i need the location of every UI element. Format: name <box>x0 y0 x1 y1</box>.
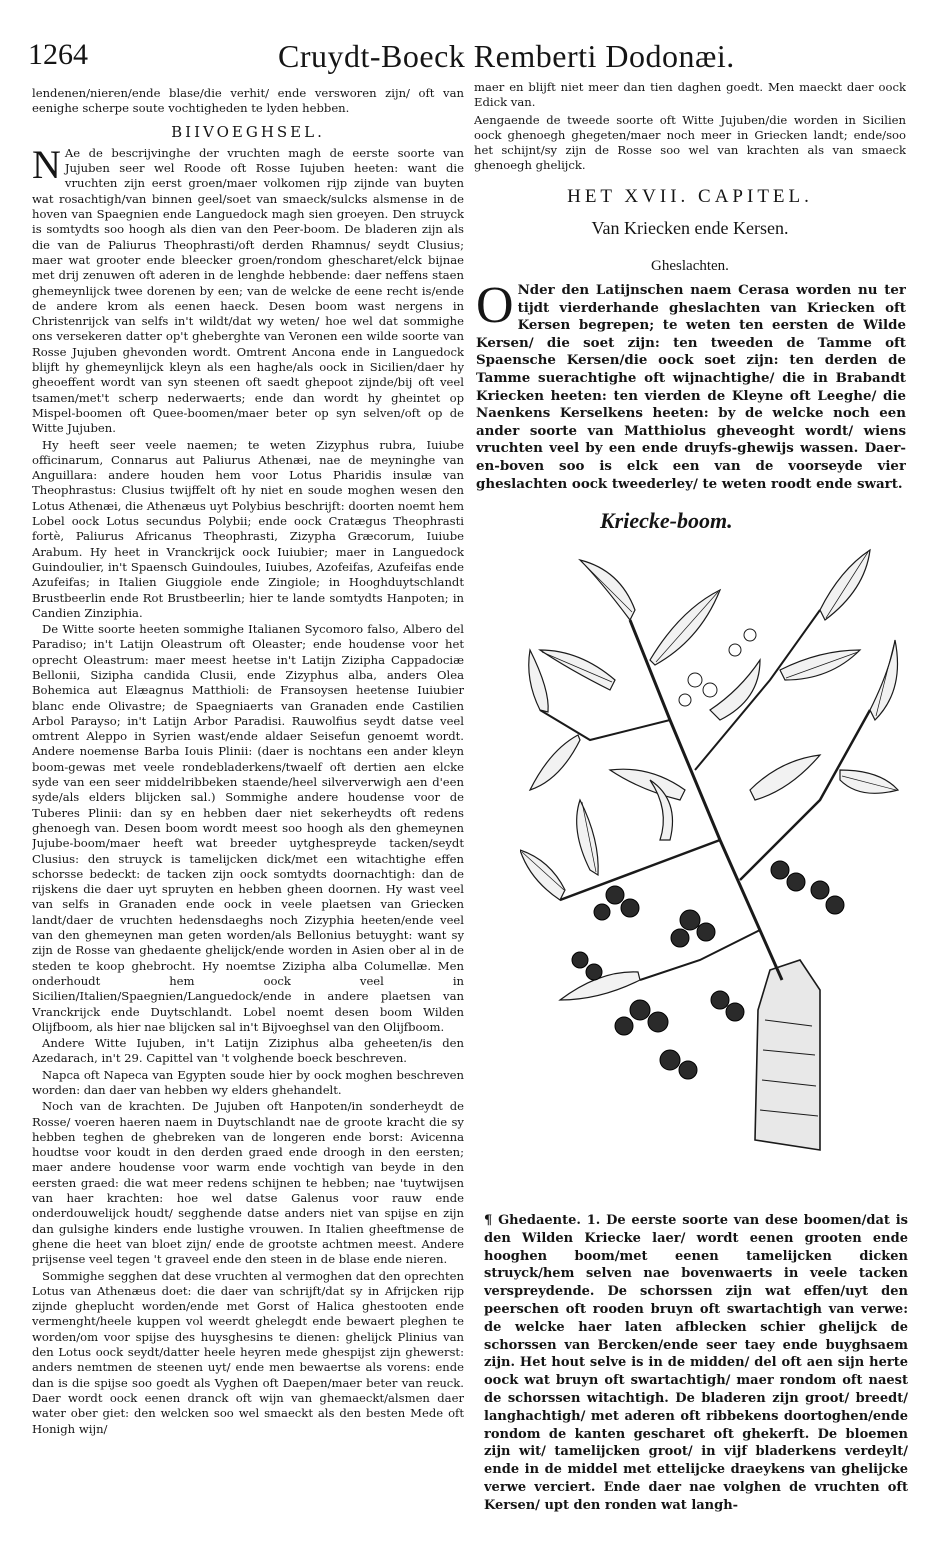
figure-caption: Kriecke-boom. <box>600 508 733 533</box>
paragraph: Ae de bescrijvinghe der vruchten magh de eerste soorte van Jujuben seer wel Roode oft Rosse Iujuben heeten: want die vruchten zijn eerst groen/maer volkomen rijp zijnde van buyten wat rosachtigh/van binnen geel/soet van smaeck/sulcks alsmense in de hoven van Spaegnien ende Languedock magh sien groeyen. Den struyck is somtydts soo hoogh als dien van den Peer-boom. De bladeren zijn als die van de Paliurus Theophrasti/oft derden Rhamnus/ seydt Clusius; maer wat grooter ende bleecker groen/rondom ghescharet/elck bijnae met drij zenuwen oft aderen in de lenghde hebbende: daer neffens staen ghemeynlijck twee dorenen by een; van de welcke de eene recht is/ende de andere krom als eenen haeck. Desen boom wast nergens in Christenrijck van selfs in't wildt/dat wy weten/ hoe wel dat sommighe ons versekeren datter op't gheberghte van Veronen een wilde soorte van Rosse Jujuben ghevonden wordt. Omtrent Ancona ende in Languedock blijft hy ghemeynlijck kleyn als een haghe/als oock in Sicilien/daer hy gheoeffent wordt van syn steenen oft saedt ghepoot zijnde/bij oft veel tsamen/met't scherp nederwaerts; ende dan wordt hy gheintet op Mispel-boomen oft Quee-boomen/maer beter op syn selven/oft op de Witte Jujuben. <box>32 145 464 436</box>
drop-cap: N <box>32 141 61 187</box>
right-column-top <box>474 80 906 180</box>
paragraph: Napca oft Napeca van Egypten soude hier by oock moghen beschreven worden: dan daer van hebben wy elders ghehandelt. <box>32 1067 464 1097</box>
chapter-title: Van Kriecken ende Kersen. <box>591 218 789 238</box>
running-title: Cruydt-Boeck Remberti Dodonæi. <box>278 38 735 74</box>
left-column <box>32 86 464 1526</box>
paragraph: Andere Witte Iujuben, in't Latijn Ziziphus alba geheeten/is den Azedarach, in't 29. Capittel van 't volghende boeck beschreven. <box>32 1036 464 1066</box>
chapter-number: HET XVII. CAPITEL. <box>567 186 813 207</box>
paragraph: De Witte soorte heeten sommighe Italianen Sycomoro falso, Albero del Paradiso; in't Latijn Oleastrum oft Oleaster; ende houdense voor het oprecht Oleastrum: maer meest heetse in't Latijn Zizipha Cappadociæ Bellonii, Sizipha candida Clusii, ende Zizyphus alba, anders Olea Bohemica aut Elæagnus Matthioli: de Fransoysen heetense Iuiubier blanc ende Olivastre; de Spaegniaerts van Granaden ende Castilien Arbol Parayso; in't Latijn Arbor Paradisi. Rauwolfius seydt datse veel omtrent Aleppo in Syrien wast/ende aldaer Seisefun genoemt wordt. Andere noemense Barba Iouis Plinii: (daer is nochtans een ander kleyn boom-gewas met veele rondebladerkens/twaelf oft dertien aen elcke syde van een seer middelribbeken staende/heel silververwigh aen d'een syde/als elders blijcken sal.) Sommighe andere houdense voor de Tuberes Plinii: dan sy en hebben daer niet sekerheydts oft redens ghenoegh van. Desen boom wordt meest soo hoogh als den ghemeynen Jujube-boom/maer heeft wat breeder uytghespreyde tacken/seydt Clusius: den struyck is tamelijcken dick/met een witachtighe effen schorsse bedeckt: de tacken zijn oock somtydts doornachtigh: dan de rijskens die daer uyt spruyten en hebben gheen doornen. Hy wast veel van selfs in Granaden ende oock in veele plaetsen van Griecken landt/daer de vruchten hedensdaeghs noch Zizyphia heeten/ende veel van den ghemeynen man geten worden/als Bellonius betuyght: want sy zijn de Rosse van ghedaente ghelijck/ende worden in Asien ober al in de steden te koop ghebrocht. Hy noemtse Zizipha alba Columellæ. Men onderhoudt hem oock veel in Sicilien/Italien/Spaegnien/Languedock/ende in andere plaetsen van Vranckrijck ende Duytschlandt. Lobel noemt desen boom Wilden Olijfboom, als hier nae blijcken sal in't Bijvoeghsel van den Olijfboom. <box>32 622 464 1034</box>
paragraph: Nder den Latijnschen naem Cerasa worden nu ter tijdt vierderhande gheslachten van Kriecken oft Kersen begrepen; te weten ten eersten de Wilde Kersen/ die soet zijn: ten tweeden de Tamme oft Spaensche Kersen/die oock soet zijn: ten derden de Tamme suerachtighe oft wijnachtighe/ die in Brabandt Kriecken heeten: ten vierden de Kleyne oft Leeghe/ die Naenkens Kerselkens heeten: by de welcke noch een ander soorte van Matthiolus gheveoght wordt/ wiens vruchten veel by een ende druyfs-ghewijs wassen. Daer-en-boven soo is elck een van de voorseyde vier gheslachten oock tweederley/ te weten roodt ende swart. <box>476 282 906 492</box>
cherry-tree-woodcut <box>520 540 900 1200</box>
page-number: 1264 <box>28 38 88 71</box>
page-header <box>28 38 908 80</box>
drop-cap: O <box>476 282 514 334</box>
paragraph-block <box>32 141 464 437</box>
paragraph: Aengaende de tweede soorte oft Witte Jujuben/die worden in Sicilien oock ghenoegh ghegeten/maer noch meer in Griecken landt; ende/soo het schijnt/sy zijn de Rosse soo wel van krachten als van smaeck ghenoegh ghelijck. <box>474 112 906 173</box>
paragraph: maer en blijft niet meer dan tien daghen goedt. Men maeckt daer oock Edick van. <box>474 80 906 110</box>
right-column-intro <box>476 282 906 492</box>
chapter-subheading: Gheslachten. <box>651 258 729 274</box>
paragraph: Noch van de krachten. De Jujuben oft Hanpoten/in sonderheydt de Rosse/ voeren haeren naem in Duytschlandt nae de groote kracht die sy hebben teghen de ghebreken van de longeren ende borst: Avicenna houdtse voor koudt in den derden graed ende droogh in den eersten; maer andere houdense voor warm ende vochtigh van beyde in den eersten graed: die wat meer redens schijnen te hebben; nae 'tuytwijsen van haer krachten: hoe wel datse Galenus voor rauw ende onderdouwelijck houdt/ segghende datse anders niet van spijse en zijn dan gulsighe kinders ende lustighe vrouwen. In Italien gheeftmense de ghene die heet van bloet zijn/ ende de grootste achtmen meest. Andere prijsense veel tegen 't graveel ende den steen in de blase ende nieren. <box>32 1099 464 1267</box>
section-heading: BIIVOEGHSEL. <box>171 122 325 141</box>
intro-text: lendenen/nieren/ende blase/die verhit/ ende versworen zijn/ oft van eenighe scherpe soute vochtigheden te lyden hebben. <box>32 86 464 116</box>
right-column-description <box>484 1212 908 1542</box>
paragraph: ¶ Ghedaente. 1. De eerste soorte van dese boomen/dat is den Wilden Kriecke laer/ wordt eenen grooten ende hooghen boom/met eenen tamelijcken dicken struyck/hem selven nae bovenwaerts in veele tacken verspreydende. De schorssen zijn wat effen/uyt den peerschen oft rooden bruyn oft swartachtigh van verwe: de welcke haer laten afblecken schier ghelijck de schorssen van Bercken/ende seer taey ende buyghsaem zijn. Het hout selve is in de midden/ del oft aen sijn herte oock wat bruyn oft swartachtigh/ maer rondom oft naest de schorssen witachtigh. De bladeren zijn groot/ breedt/ langhachtigh/ met aderen oft ribbekens doortoghen/ende rondom de kanten gescharet oft ghekerft. De bloemen zijn wit/ tamelijcken groot/ in vijf bladerkens verdeylt/ ende in de middel met ettelijcke draeykens van ghelijcke verwe verciert. Ende daer nae volghen de vruchten oft Kersen/ upt den ronden wat langh- <box>484 1213 908 1513</box>
paragraph: Hy heeft seer veele naemen; te weten Zizyphus rubra, Iuiube officinarum, Connarus aut Paliurus Athenæi, nae de meyninghe van Anguillara: andere houden hem voor Lotus Pharidis insulæ van Theophrastus: Clusius twijffelt oft hy niet en soude moghen wesen den Lotus Athenæi, die Athenæus uyt Polybius beschrijft: doorten noemt hem Lobel oock Lotus secundus Polybii; ende oock Cratægus Theophrasti fortè, Paliurus Africanus Theophrasti, Zizypha Græcorum, Iuiube Arabum. Hy heet in Vranckrijck oock Iuiubier; maer in Languedock Guindoulier, in't Spaensch Guindoules, Iuiubes, Azofeifas, Azufeifas ende Azufeifas; in Italien Giuggiole ende Zingiole; in Hooghduytschlandt Brustbeerlin ende Rot Brustbeerlin; hier te lande somtydts Hanpoten; in Candien Zinziphia. <box>32 437 464 620</box>
paragraph: Sommighe segghen dat dese vruchten al vermoghen dat den oprechten Lotus van Athenæus doet: die daer van schrijft/dat sy in Afrijcken rijp zijnde gheplucht worden/ende met Gorst of Halica ghestooten ende vermenght/heele kuppen vol weerdt ghelegdt ende bewaert pleghen te worden/om voor spijse des huysghesins te dienen: ghelijck Plinius van den Lotus oock seydt/datter heele heyren mede ghespijst zijn ghewerst: anders nemtmen de steenen uyt/ ende men bewaertse als vorens: ende dan is die spijse soo goedt als Vyghen oft Daepen/maer beter van reuck. Daer wordt oock eenen dranck oft wijn van ghemaeckt/alsmen daer water ober giet: den welcken soo wel smaeckt als den besten Mede oft Honigh wijn/ <box>32 1268 464 1436</box>
